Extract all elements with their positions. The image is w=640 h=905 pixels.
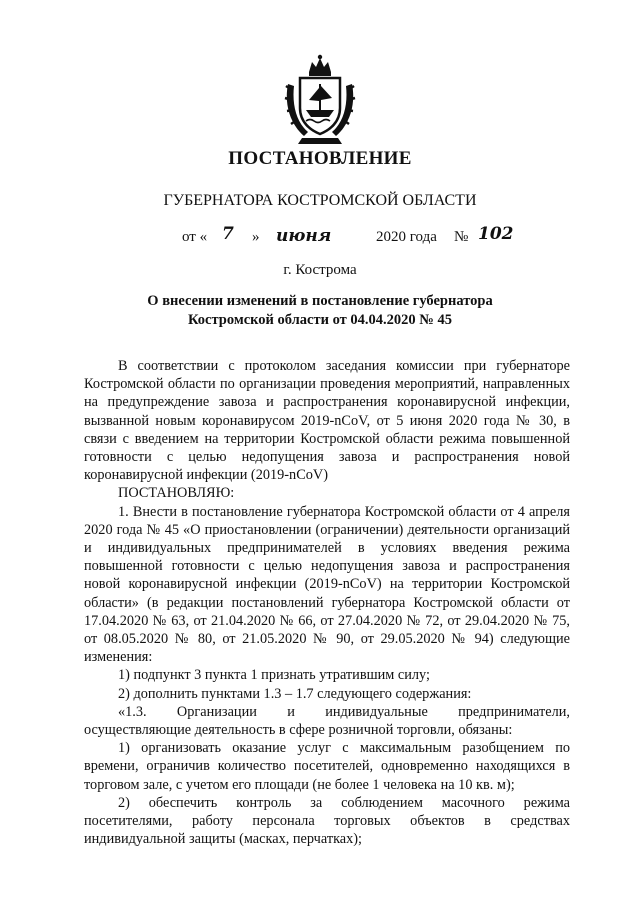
coat-of-arms-emblem xyxy=(282,54,358,146)
body-paragraph-item-1: 1. Внести в постановление губернатора Костромской области от 4 апреля 2020 года № 45 «О приостановлении (ограничении) деятельности организаций и индивидуальных предпринимателей в условиях введения режима повышенной готовности с целью недопущения завоза и распространения новой коронавирусной инфекции (2019-nCoV) на территории Костромской области» (в редакции постановлений губернатора Костромской области от 17.04.2020 № 63, от 21.04.2020 № 66, от 27.04.2020 № 72, от 29.04.2020 № 75, от 08.05.2020 № 80, от 21.05.2020 № 90, от 29.05.2020 № 94) следующие изменения: xyxy=(84,503,570,666)
document-heading xyxy=(120,292,520,330)
body-paragraph-subitem-2: 2) дополнить пунктами 1.3 – 1.7 следующего содержания: xyxy=(118,685,472,702)
number-label: № xyxy=(454,229,469,245)
body-paragraph-clause-1-3: «1.3. Организации и индивидуальные предприниматели, осуществляющие деятельность в сфере розничной торговли, обязаны: xyxy=(84,703,570,739)
document-subtitle: ГУБЕРНАТОРА КОСТРОМСКОЙ ОБЛАСТИ xyxy=(163,192,477,209)
handwritten-number: 102 xyxy=(478,224,514,244)
date-number-line xyxy=(0,226,640,250)
handwritten-month: июня xyxy=(276,226,332,246)
heading-line-2: Костромской области от 04.04.2020 № 45 xyxy=(188,312,452,328)
document-body xyxy=(84,357,570,848)
body-paragraph-subitem-1: 1) подпункт 3 пункта 1 признать утратившим силу; xyxy=(118,667,430,684)
handwritten-day: 7 xyxy=(222,224,234,244)
body-paragraph-preamble: В соответствии с протоколом заседания комиссии при губернаторе Костромской области по организации проведения мероприятий, направленных на предупреждение завоза и распространения коронавирусной инфекции, вызванной новым коронавирусом 2019-nCoV, от 5 июня 2020 года № 30, в связи с введением на территории Костромской области режима повышенной готовности с целью недопущения завоза и распространения новой коронавирусной инфекции (2019-nCoV) xyxy=(84,358,570,484)
date-year: 2020 года xyxy=(376,229,437,245)
date-close-quote: » xyxy=(252,229,260,245)
body-paragraph-clause-item-1: 1) организовать оказание услуг с максимальным разобщением по времени, ограничив количество посетителей, одновременно находящихся в торговом зале, с учетом его площади (не более 1 человека на 10 кв. м); xyxy=(84,740,570,793)
heading-line-1: О внесении изменений в постановление губернатора xyxy=(147,293,493,309)
city-name: г. Кострома xyxy=(283,262,357,278)
body-paragraph-resolve: ПОСТАНОВЛЯЮ: xyxy=(118,485,235,502)
body-paragraph-clause-item-2: 2) обеспечить контроль за соблюдением масочного режима посетителями, работу персонала торговых объектов в средствах индивидуальной защиты (масках, перчатках); xyxy=(84,794,570,848)
date-from-label: от « xyxy=(182,229,208,245)
document-title: ПОСТАНОВЛЕНИЕ xyxy=(228,148,412,169)
